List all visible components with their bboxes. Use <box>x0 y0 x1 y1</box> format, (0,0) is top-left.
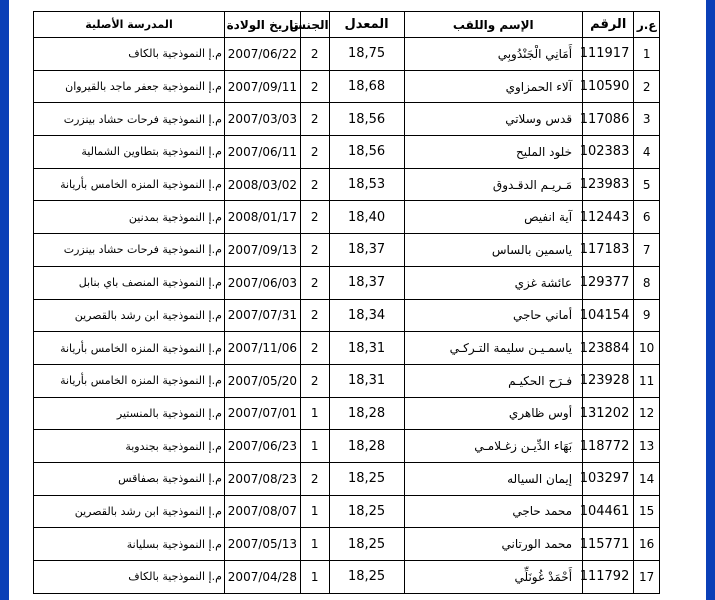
cell-school: م.إ النموذجية بصفاقس <box>34 462 225 495</box>
cell-average: 18,40 <box>329 201 404 234</box>
cell-average: 18,28 <box>329 397 404 430</box>
cell-birthdate: 2007/06/03 <box>224 266 300 299</box>
table-row <box>34 430 660 463</box>
cell-school: م.إ النموذجية بتطاوين الشمالية <box>34 136 225 169</box>
cell-school: م.إ النموذجية ابن رشد بالقصرين <box>34 299 225 332</box>
table-row <box>34 103 660 136</box>
cell-sex: 2 <box>300 462 329 495</box>
table-row <box>34 299 660 332</box>
cell-school: م.إ النموذجية بجندوبة <box>34 430 225 463</box>
cell-rank: 4 <box>634 136 660 169</box>
cell-sex: 2 <box>300 266 329 299</box>
cell-birthdate: 2007/03/03 <box>224 103 300 136</box>
header-id: الرقم <box>583 12 634 38</box>
table-row <box>34 38 660 71</box>
cell-sex: 1 <box>300 495 329 528</box>
cell-sex: 2 <box>300 38 329 71</box>
cell-school: م.إ النموذجية المنزه الخامس بأريانة <box>34 332 225 365</box>
cell-birthdate: 2008/03/02 <box>224 168 300 201</box>
table-row <box>34 266 660 299</box>
cell-average: 18,25 <box>329 462 404 495</box>
cell-school: م.إ النموذجية بالمنستير <box>34 397 225 430</box>
cell-birthdate: 2007/09/13 <box>224 234 300 267</box>
cell-student-name: محمد حاجي <box>404 495 583 528</box>
cell-birthdate: 2007/05/20 <box>224 364 300 397</box>
cell-rank: 3 <box>634 103 660 136</box>
cell-school: م.إ النموذجية المنزه الخامس بأريانة <box>34 168 225 201</box>
cell-birthdate: 2007/08/23 <box>224 462 300 495</box>
cell-student-name: ياسمين بالساس <box>404 234 583 267</box>
cell-birthdate: 2007/07/01 <box>224 397 300 430</box>
table-body <box>34 38 660 594</box>
cell-rank: 5 <box>634 168 660 201</box>
cell-school: م.إ النموذجية جعفر ماجد بالقيروان <box>34 70 225 103</box>
cell-rank: 12 <box>634 397 660 430</box>
cell-birthdate: 2008/01/17 <box>224 201 300 234</box>
cell-sex: 2 <box>300 364 329 397</box>
header-sex: الجنس <box>300 12 329 38</box>
cell-student-id: 102383 <box>583 136 634 169</box>
cell-birthdate: 2007/04/28 <box>224 561 300 594</box>
cell-student-id: 123928 <box>583 364 634 397</box>
table-row <box>34 136 660 169</box>
cell-student-id: 123983 <box>583 168 634 201</box>
cell-average: 18,25 <box>329 495 404 528</box>
cell-rank: 10 <box>634 332 660 365</box>
cell-school: م.إ النموذجية بالكاف <box>34 561 225 594</box>
cell-sex: 2 <box>300 234 329 267</box>
cell-student-id: 117183 <box>583 234 634 267</box>
left-blue-border <box>0 0 9 600</box>
cell-average: 18,56 <box>329 136 404 169</box>
table-row <box>34 234 660 267</box>
cell-sex: 2 <box>300 201 329 234</box>
cell-rank: 13 <box>634 430 660 463</box>
cell-birthdate: 2007/07/31 <box>224 299 300 332</box>
cell-rank: 6 <box>634 201 660 234</box>
cell-rank: 16 <box>634 528 660 561</box>
cell-student-name: عائشة غزي <box>404 266 583 299</box>
cell-student-name: أَحْمَدْ غُونَلِّي <box>404 561 583 594</box>
cell-student-id: 115771 <box>583 528 634 561</box>
table-row <box>34 70 660 103</box>
cell-average: 18,28 <box>329 430 404 463</box>
cell-rank: 11 <box>634 364 660 397</box>
cell-birthdate: 2007/06/23 <box>224 430 300 463</box>
table-row <box>34 332 660 365</box>
cell-student-id: 103297 <box>583 462 634 495</box>
cell-school: م.إ النموذجية المنصف باي بنابل <box>34 266 225 299</box>
cell-rank: 17 <box>634 561 660 594</box>
cell-student-name: آية انفيص <box>404 201 583 234</box>
cell-average: 18,53 <box>329 168 404 201</box>
cell-rank: 7 <box>634 234 660 267</box>
cell-student-name: إيمان السياله <box>404 462 583 495</box>
header-num: ع.ر <box>634 12 660 38</box>
table-header-row <box>34 12 660 38</box>
cell-student-id: 110590 <box>583 70 634 103</box>
cell-average: 18,25 <box>329 528 404 561</box>
cell-school: م.إ النموذجية فرحات حشاد بينزرت <box>34 234 225 267</box>
header-birthdate: تاريخ الولادة <box>224 12 300 38</box>
cell-student-name: محمد الورتاني <box>404 528 583 561</box>
results-table <box>33 11 660 594</box>
cell-student-name: آلاء الحمزاوي <box>404 70 583 103</box>
cell-student-id: 118772 <box>583 430 634 463</box>
cell-student-id: 112443 <box>583 201 634 234</box>
cell-birthdate: 2007/06/22 <box>224 38 300 71</box>
cell-student-name: قدس وسلاتي <box>404 103 583 136</box>
cell-average: 18,25 <box>329 561 404 594</box>
table-row <box>34 528 660 561</box>
cell-sex: 1 <box>300 528 329 561</box>
cell-average: 18,37 <box>329 266 404 299</box>
cell-birthdate: 2007/11/06 <box>224 332 300 365</box>
cell-sex: 2 <box>300 332 329 365</box>
table-row <box>34 397 660 430</box>
cell-sex: 2 <box>300 299 329 332</box>
cell-sex: 2 <box>300 168 329 201</box>
cell-student-name: أوس ظاهري <box>404 397 583 430</box>
cell-school: م.إ النموذجية ابن رشد بالقصرين <box>34 495 225 528</box>
cell-student-id: 104154 <box>583 299 634 332</box>
header-average: المعدل <box>329 12 404 38</box>
table-row <box>34 495 660 528</box>
cell-school: م.إ النموذجية بالكاف <box>34 38 225 71</box>
cell-rank: 8 <box>634 266 660 299</box>
cell-birthdate: 2007/06/11 <box>224 136 300 169</box>
cell-average: 18,31 <box>329 332 404 365</box>
cell-average: 18,68 <box>329 70 404 103</box>
cell-birthdate: 2007/09/11 <box>224 70 300 103</box>
cell-student-name: خلود المليح <box>404 136 583 169</box>
cell-rank: 1 <box>634 38 660 71</box>
cell-sex: 1 <box>300 430 329 463</box>
cell-birthdate: 2007/05/13 <box>224 528 300 561</box>
cell-rank: 9 <box>634 299 660 332</box>
header-school: المدرسة الأصلية <box>34 12 225 38</box>
table-row <box>34 364 660 397</box>
cell-sex: 2 <box>300 70 329 103</box>
cell-sex: 2 <box>300 136 329 169</box>
cell-student-name: فـرَح الحكيـم <box>404 364 583 397</box>
cell-school: م.إ النموذجية بسليانة <box>34 528 225 561</box>
cell-rank: 2 <box>634 70 660 103</box>
cell-school: م.إ النموذجية بمدنين <box>34 201 225 234</box>
cell-student-name: مَـريـم الدقـدوق <box>404 168 583 201</box>
cell-average: 18,31 <box>329 364 404 397</box>
cell-student-name: بَهَاء الدِّيـن زغـلامـي <box>404 430 583 463</box>
header-name: الإسم واللقب <box>404 12 583 38</box>
cell-student-id: 123884 <box>583 332 634 365</box>
cell-sex: 2 <box>300 103 329 136</box>
cell-student-name: أماني حاجي <box>404 299 583 332</box>
cell-rank: 15 <box>634 495 660 528</box>
table-row <box>34 462 660 495</box>
cell-student-id: 111917 <box>583 38 634 71</box>
cell-rank: 14 <box>634 462 660 495</box>
cell-average: 18,37 <box>329 234 404 267</box>
right-blue-border <box>706 0 715 600</box>
cell-school: م.إ النموذجية المنزه الخامس بأريانة <box>34 364 225 397</box>
cell-average: 18,56 <box>329 103 404 136</box>
cell-student-id: 111792 <box>583 561 634 594</box>
cell-student-id: 104461 <box>583 495 634 528</box>
cell-school: م.إ النموذجية فرحات حشاد بينزرت <box>34 103 225 136</box>
cell-birthdate: 2007/08/07 <box>224 495 300 528</box>
table-row <box>34 201 660 234</box>
cell-student-id: 117086 <box>583 103 634 136</box>
cell-student-id: 129377 <box>583 266 634 299</box>
cell-student-id: 131202 <box>583 397 634 430</box>
cell-average: 18,75 <box>329 38 404 71</box>
cell-student-name: ياسمـيـن سليمة التـركـي <box>404 332 583 365</box>
table-row <box>34 561 660 594</box>
cell-sex: 1 <box>300 561 329 594</box>
cell-student-name: أَمَانِي الْجَنْدُوبِي <box>404 38 583 71</box>
cell-average: 18,34 <box>329 299 404 332</box>
cell-sex: 1 <box>300 397 329 430</box>
table-row <box>34 168 660 201</box>
